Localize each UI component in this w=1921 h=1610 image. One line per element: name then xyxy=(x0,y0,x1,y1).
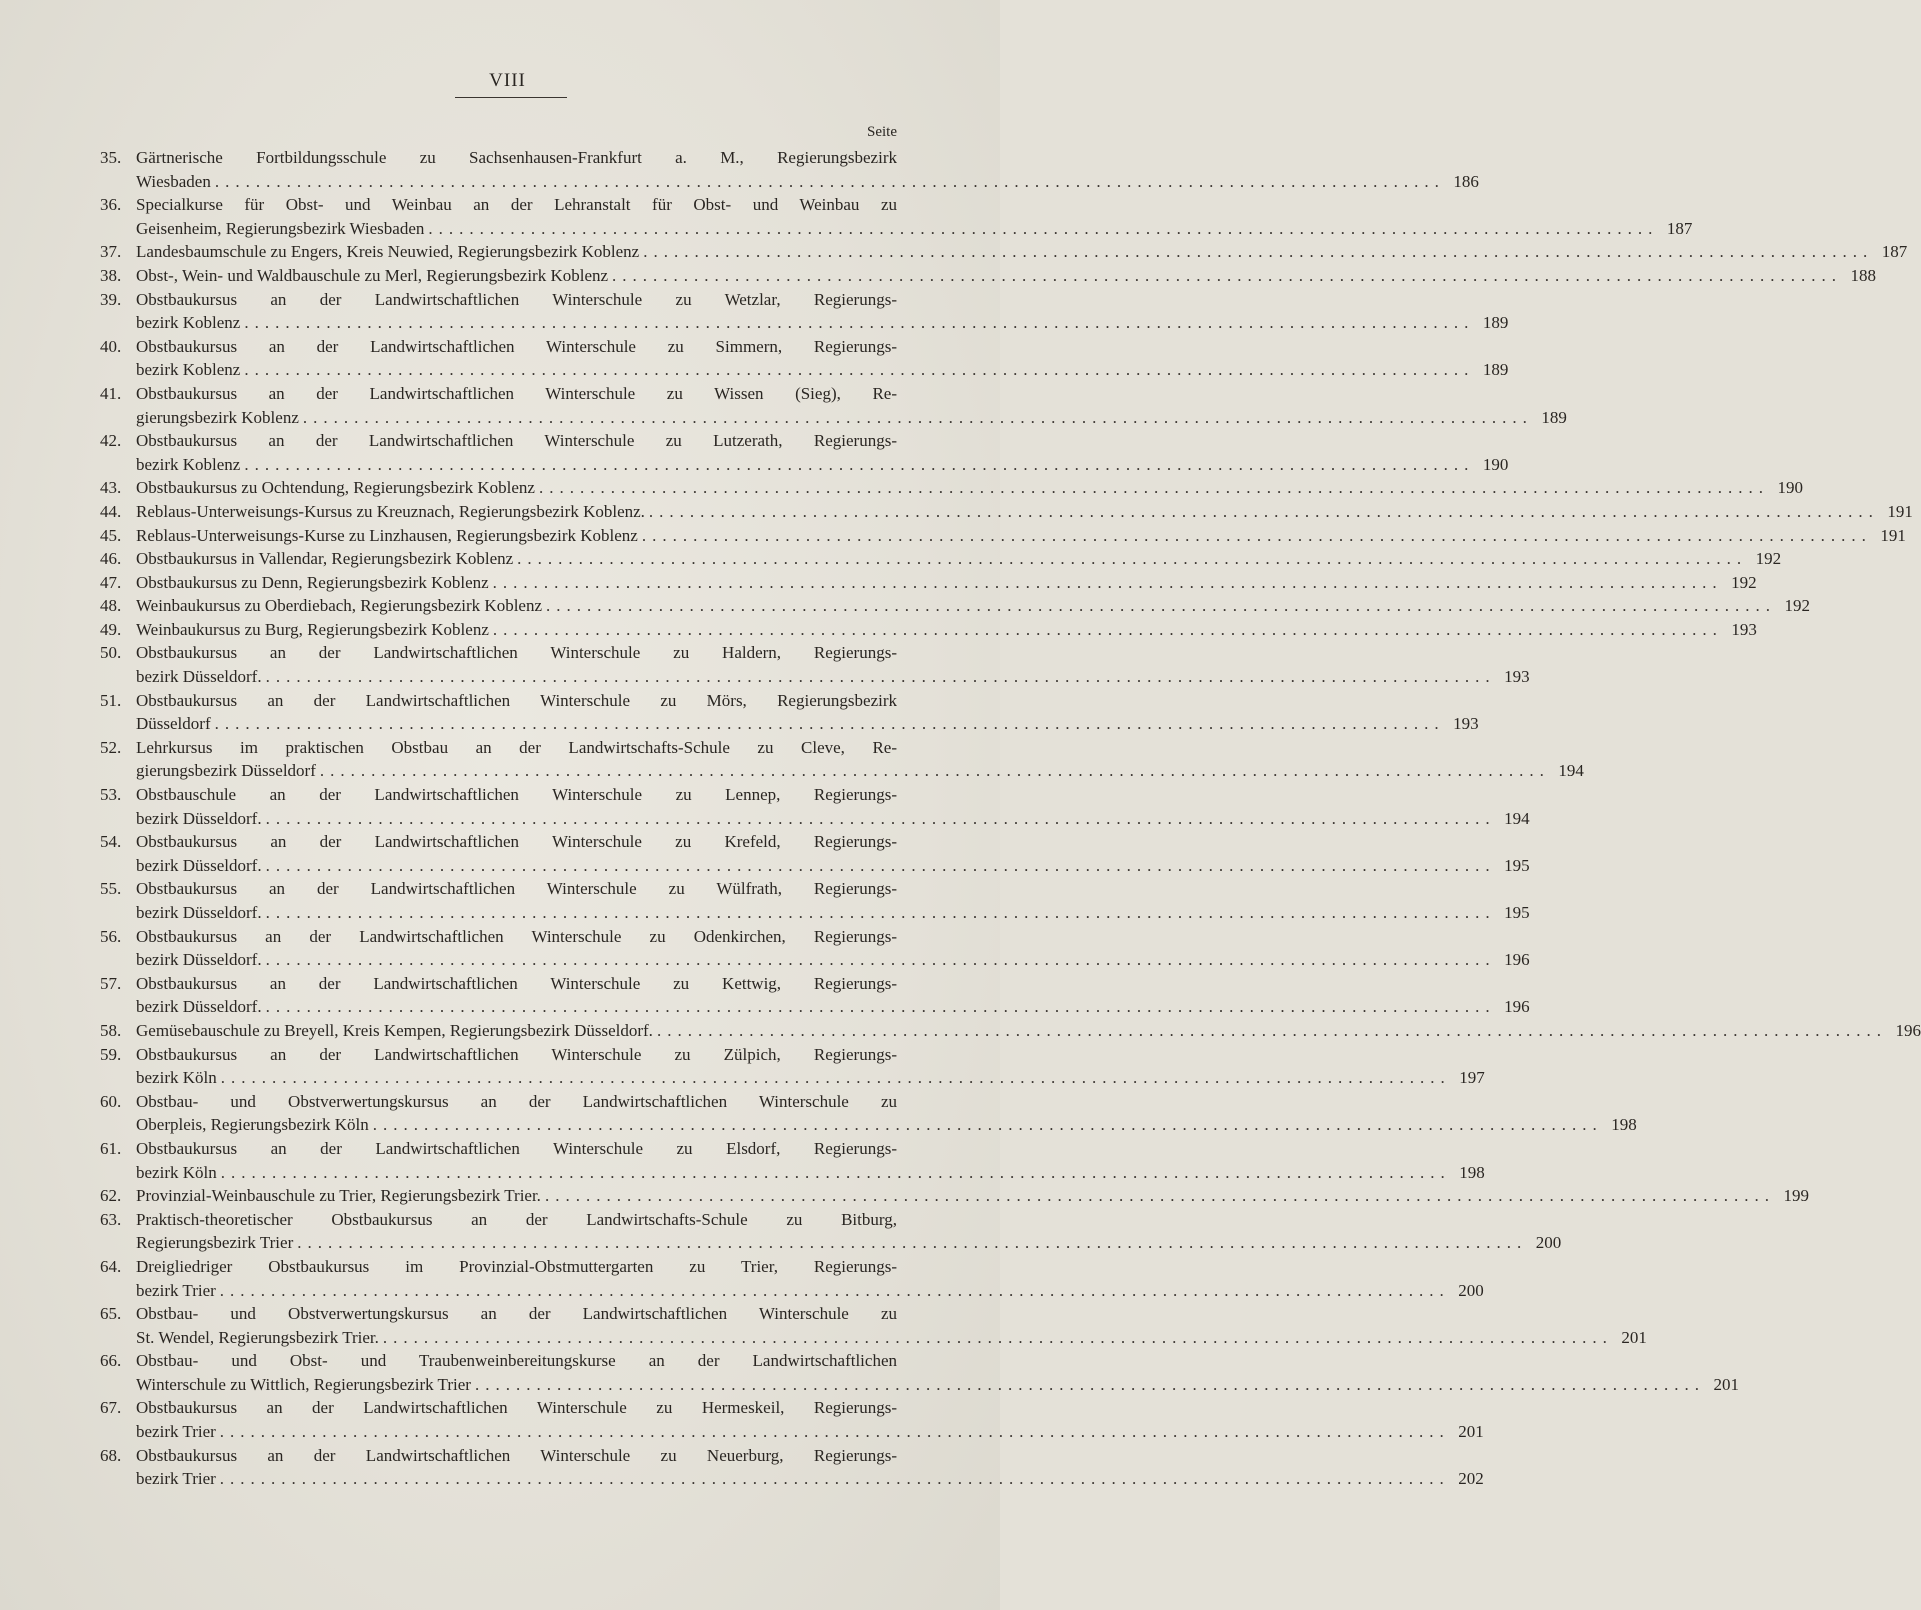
toc-entry xyxy=(100,571,1757,595)
entry-title-line: Reblaus-Unterweisungs-Kurse zu Linzhausen, Regierungsbezirk Koblenz xyxy=(136,525,638,545)
entry-number: 64. xyxy=(100,1256,122,1276)
page-reference: 197 xyxy=(1459,1068,1485,1088)
entry-body xyxy=(136,524,1906,548)
entry-number: 36. xyxy=(100,195,122,215)
entry-title-line: Weinbaukursus zu Oberdiebach, Regierungsbezirk Koblenz xyxy=(136,596,543,616)
toc-entry xyxy=(100,1184,1809,1208)
dot-leader: ........................................................................................................................ xyxy=(302,407,1533,427)
dot-leader: ........................................................................................................................ xyxy=(641,525,1872,545)
entry-number: 62. xyxy=(100,1186,122,1206)
page-reference: 193 xyxy=(1731,619,1757,639)
toc-entry xyxy=(100,1019,1921,1043)
entry-final-line xyxy=(136,1467,1484,1491)
dot-leader: ........................................................................................................................ xyxy=(219,1280,1450,1300)
entry-title-line: bezirk Düsseldorf. xyxy=(136,997,262,1017)
entry-title-line: Obstbaukursus an der Landwirtschaftlichen Winterschule zu Wülfrath, Regierungs- xyxy=(136,879,897,899)
entry-final-line xyxy=(136,524,1906,548)
toc-entry xyxy=(100,594,1811,618)
dot-leader: ........................................................................................................................ xyxy=(474,1374,1705,1394)
entry-title-line: Obst-, Wein- und Waldbauschule zu Merl, Regierungsbezirk Koblenz xyxy=(136,265,609,285)
entry-number: 52. xyxy=(100,737,122,757)
entry-body xyxy=(136,335,1509,382)
entry-body xyxy=(136,1184,1809,1208)
dot-leader: ........................................................................................................................ xyxy=(219,1422,1450,1442)
entry-final-line xyxy=(136,1326,1647,1350)
entry-body xyxy=(136,1444,1484,1491)
entry-title-line: Obstbaukursus an der Landwirtschaftlichen Winterschule zu Wetzlar, Regierungs- xyxy=(136,289,897,309)
entry-body xyxy=(136,972,1530,1019)
entry-number: 67. xyxy=(100,1398,122,1418)
entry-final-line xyxy=(136,618,1757,642)
page-reference: 191 xyxy=(1880,525,1906,545)
entry-final-line xyxy=(136,453,1509,477)
entry-title-line: bezirk Düsseldorf. xyxy=(136,950,262,970)
entry-title-line: Obstbaukursus an der Landwirtschaftlichen Winterschule zu Lutzerath, Regierungs- xyxy=(136,431,897,451)
entry-title-line: Provinzial-Weinbauschule zu Trier, Regierungsbezirk Trier. xyxy=(136,1186,541,1206)
entry-number: 63. xyxy=(100,1209,122,1229)
toc-entry xyxy=(100,547,1782,571)
entry-final-line xyxy=(136,1113,1637,1137)
entry-title-line: Obstbaukursus in Vallendar, Regierungsbezirk Koblenz xyxy=(136,549,514,569)
entry-body xyxy=(136,1302,1647,1349)
page-column-label: Seite xyxy=(867,124,897,140)
entry-title-line: Obstbaukursus an der Landwirtschaftlichen Winterschule zu Krefeld, Regierungs- xyxy=(136,832,897,852)
page-reference: 192 xyxy=(1755,549,1782,569)
dot-leader: ........................................................................................................................ xyxy=(538,478,1769,498)
entry-title-line: bezirk Trier xyxy=(136,1280,216,1300)
dot-leader: ........................................................................................................................ xyxy=(297,1233,1528,1253)
entry-final-line xyxy=(136,500,1913,524)
entry-body xyxy=(136,571,1757,595)
page-reference: 193 xyxy=(1504,667,1530,687)
entry-final-line xyxy=(136,406,1567,430)
toc-entry xyxy=(100,1255,1484,1302)
entry-final-line xyxy=(136,311,1509,335)
page-reference: 202 xyxy=(1458,1469,1484,1489)
dot-leader: ........................................................................................................................ xyxy=(214,714,1445,734)
entry-title-line: Landesbaumschule zu Engers, Kreis Neuwied, Regierungsbezirk Koblenz xyxy=(136,242,640,262)
entry-title-line: bezirk Düsseldorf. xyxy=(136,667,262,687)
entry-title-line: Regierungsbezirk Trier xyxy=(136,1233,294,1253)
page-number: VIII xyxy=(489,70,526,91)
page-reference: 194 xyxy=(1558,761,1584,781)
toc-entry xyxy=(100,925,1530,972)
page-reference: 186 xyxy=(1453,171,1479,191)
entry-final-line xyxy=(136,240,1908,264)
page-reference: 189 xyxy=(1482,360,1509,380)
page-reference: 194 xyxy=(1504,808,1530,828)
entry-final-line xyxy=(136,1420,1484,1444)
entry-final-line xyxy=(136,1066,1485,1090)
page-reference: 199 xyxy=(1783,1186,1809,1206)
entry-final-line xyxy=(136,476,1803,500)
entry-number: 55. xyxy=(100,879,122,899)
entry-body xyxy=(136,1043,1485,1090)
entry-final-line xyxy=(136,170,1479,194)
toc-entry xyxy=(100,1137,1485,1184)
entry-body xyxy=(136,1090,1637,1137)
entry-final-line xyxy=(136,1019,1921,1043)
entry-final-line xyxy=(136,1373,1739,1397)
toc-entry xyxy=(100,689,1479,736)
entry-title-line: Wiesbaden xyxy=(136,171,211,191)
toc-entry xyxy=(100,429,1509,476)
dot-leader: ........................................................................................................................ xyxy=(265,667,1496,687)
dot-leader: ........................................................................................................................ xyxy=(265,903,1496,922)
page-reference: 189 xyxy=(1541,407,1567,427)
toc-entry xyxy=(100,618,1757,642)
entry-number: 68. xyxy=(100,1445,122,1465)
entry-title-line: Obstbaukursus an der Landwirtschaftlichen Winterschule zu Hermeskeil, Regierungs- xyxy=(136,1398,897,1418)
toc-entry xyxy=(100,972,1530,1019)
entry-title-line: Obstbaukursus an der Landwirtschaftlichen Winterschule zu Simmern, Regierungs- xyxy=(136,336,897,356)
entry-title-line: Obstbaukursus an der Landwirtschaftlichen Winterschule zu Kettwig, Regierungs- xyxy=(136,973,897,993)
page-reference: 188 xyxy=(1850,265,1877,285)
entry-title-line: Düsseldorf xyxy=(136,714,211,734)
entry-number: 35. xyxy=(100,148,122,167)
entry-final-line xyxy=(136,571,1757,595)
entry-body xyxy=(136,925,1530,972)
entry-final-line xyxy=(136,948,1530,972)
entry-body xyxy=(136,382,1567,429)
entry-number: 58. xyxy=(100,1020,122,1040)
dot-leader: ........................................................................................................................ xyxy=(612,265,1843,285)
entry-body xyxy=(136,1019,1921,1043)
entry-body xyxy=(136,1396,1484,1443)
entry-number: 40. xyxy=(100,336,122,356)
dot-leader: ........................................................................................................................ xyxy=(648,501,1879,521)
page-reference: 192 xyxy=(1784,596,1811,616)
entry-title-line: Obstbaukursus an der Landwirtschaftlichen Winterschule zu Zülpich, Regierungs- xyxy=(136,1044,897,1064)
toc-entry xyxy=(100,877,1530,924)
entry-title-line: Gärtnerische Fortbildungsschule zu Sachsenhausen-Frankfurt a. M., Regierungsbezirk xyxy=(136,148,897,167)
entry-number: 46. xyxy=(100,549,122,569)
entry-body xyxy=(136,146,1479,193)
entry-final-line xyxy=(136,264,1877,288)
entry-number: 47. xyxy=(100,572,122,592)
entry-number: 50. xyxy=(100,643,122,663)
page-reference: 200 xyxy=(1458,1280,1484,1300)
table-of-contents xyxy=(100,146,1921,1491)
toc-entry xyxy=(100,641,1530,688)
entry-title-line: Obstbaukursus zu Ochtendung, Regierungsbezirk Koblenz xyxy=(136,478,535,498)
entry-title-line: gierungsbezirk Koblenz xyxy=(136,407,299,427)
entry-title-line: bezirk Koblenz xyxy=(136,360,241,380)
entry-title-line: bezirk Koblenz xyxy=(136,313,241,333)
dot-leader: ........................................................................................................................ xyxy=(244,313,1475,333)
page-reference: 195 xyxy=(1504,903,1530,922)
page-reference: 200 xyxy=(1535,1233,1562,1253)
entry-number: 53. xyxy=(100,785,122,805)
entry-number: 42. xyxy=(100,431,122,451)
entry-title-line: bezirk Trier xyxy=(136,1422,216,1442)
entry-number: 44. xyxy=(100,501,122,521)
entry-final-line xyxy=(136,901,1530,925)
entry-body xyxy=(136,500,1913,524)
dot-leader: ........................................................................................................................ xyxy=(265,808,1496,828)
dot-leader: ........................................................................................................................ xyxy=(492,619,1723,639)
entry-final-line xyxy=(136,217,1693,241)
page-reference: 187 xyxy=(1666,218,1693,238)
entry-title-line: gierungsbezirk Düsseldorf xyxy=(136,761,316,781)
entry-title-line: bezirk Trier xyxy=(136,1469,216,1489)
toc-entry xyxy=(100,783,1530,830)
entry-number: 39. xyxy=(100,289,122,309)
dot-leader: ........................................................................................................................ xyxy=(656,1020,1887,1040)
entry-title-line: Obstbau- und Obstverwertungskursus an der Landwirtschaftlichen Winterschule zu xyxy=(136,1304,897,1324)
entry-body xyxy=(136,264,1877,288)
entry-title-line: Obstbaukursus an der Landwirtschaftlichen Winterschule zu Neuerburg, Regierungs- xyxy=(136,1445,897,1465)
toc-entry xyxy=(100,288,1509,335)
dot-leader: ........................................................................................................................ xyxy=(220,1162,1451,1182)
entry-body xyxy=(136,736,1584,783)
entry-number: 57. xyxy=(100,973,122,993)
entry-number: 38. xyxy=(100,265,122,285)
entry-number: 49. xyxy=(100,619,122,639)
entry-number: 65. xyxy=(100,1304,122,1324)
page-reference: 195 xyxy=(1504,855,1530,875)
entry-title-line: Obstbaukursus an der Landwirtschaftlichen Winterschule zu Haldern, Regierungs- xyxy=(136,643,897,663)
dot-leader: ........................................................................................................................ xyxy=(220,1068,1451,1088)
entry-final-line xyxy=(136,995,1530,1019)
entry-title-line: Specialkurse für Obst- und Weinbau an der Lehranstalt für Obst- und Weinbau zu xyxy=(136,195,897,215)
entry-title-line: bezirk Köln xyxy=(136,1162,217,1182)
toc-entry xyxy=(100,1043,1485,1090)
dot-leader: ........................................................................................................................ xyxy=(244,454,1475,474)
page-reference: 193 xyxy=(1453,714,1479,734)
entry-title-line: Geisenheim, Regierungsbezirk Wiesbaden xyxy=(136,218,425,238)
entry-title-line: Obstbaukursus an der Landwirtschaftlichen Winterschule zu Wissen (Sieg), Re- xyxy=(136,383,897,403)
entry-title-line: Obstbaukursus zu Denn, Regierungsbezirk Koblenz xyxy=(136,572,489,592)
page-reference: 189 xyxy=(1482,313,1509,333)
page-reference: 190 xyxy=(1482,454,1509,474)
toc-entry xyxy=(100,1396,1484,1443)
dot-leader: ........................................................................................................................ xyxy=(546,596,1777,616)
page-reference: 201 xyxy=(1621,1327,1647,1347)
entry-title-line: Lehrkursus im praktischen Obstbau an der Landwirtschafts-Schule zu Cleve, Re- xyxy=(136,737,897,757)
entry-title-line: Obstbau- und Obst- und Traubenweinbereitungskurse an der Landwirtschaftlichen xyxy=(136,1351,897,1371)
page-reference: 198 xyxy=(1459,1162,1485,1182)
entry-title-line: Praktisch-theoretischer Obstbaukursus an der Landwirtschafts-Schule zu Bitburg, xyxy=(136,1209,897,1229)
entry-body xyxy=(136,877,1530,924)
dot-leader: ........................................................................................................................ xyxy=(319,761,1550,781)
entry-title-line: Oberpleis, Regierungsbezirk Köln xyxy=(136,1115,369,1135)
entry-number: 61. xyxy=(100,1138,122,1158)
toc-entry xyxy=(100,1302,1647,1349)
entry-title-line: Gemüsebauschule zu Breyell, Kreis Kempen, Regierungsbezirk Düsseldorf. xyxy=(136,1020,653,1040)
header-rule xyxy=(455,97,567,98)
entry-title-line: bezirk Düsseldorf. xyxy=(136,808,262,828)
entry-number: 51. xyxy=(100,690,122,710)
entry-title-line: Dreigliedriger Obstbaukursus im Provinzial-Obstmuttergarten zu Trier, Regierungs- xyxy=(136,1256,897,1276)
dot-leader: ........................................................................................................................ xyxy=(382,1327,1613,1347)
entry-title-line: Obstbaukursus an der Landwirtschaftlichen Winterschule zu Mörs, Regierungsbezirk xyxy=(136,690,897,710)
entry-number: 60. xyxy=(100,1091,122,1111)
toc-entry xyxy=(100,524,1906,548)
page-reference: 187 xyxy=(1881,242,1908,262)
page-reference: 201 xyxy=(1713,1374,1739,1394)
entry-title-line: bezirk Düsseldorf. xyxy=(136,855,262,875)
entry-body xyxy=(136,783,1530,830)
dot-leader: ........................................................................................................................ xyxy=(214,171,1445,191)
entry-body xyxy=(136,288,1509,335)
page-reference: 198 xyxy=(1611,1115,1637,1135)
entry-final-line xyxy=(136,854,1530,878)
toc-entry xyxy=(100,382,1567,429)
entry-title-line: Obstbauschule an der Landwirtschaftlichen Winterschule zu Lennep, Regierungs- xyxy=(136,785,897,805)
entry-title-line: Winterschule zu Wittlich, Regierungsbezirk Trier xyxy=(136,1374,471,1394)
page-reference: 196 xyxy=(1895,1020,1921,1040)
page-reference: 192 xyxy=(1731,572,1757,592)
entry-final-line xyxy=(136,712,1479,736)
entry-number: 54. xyxy=(100,832,122,852)
dot-leader: ........................................................................................................................ xyxy=(492,572,1723,592)
toc-entry xyxy=(100,240,1908,264)
entry-final-line xyxy=(136,547,1782,571)
toc-entry xyxy=(100,264,1877,288)
entry-body xyxy=(136,1208,1562,1255)
entry-final-line xyxy=(136,358,1509,382)
dot-leader: ........................................................................................................................ xyxy=(265,855,1496,875)
toc-entry xyxy=(100,500,1913,524)
entry-final-line xyxy=(136,1279,1484,1303)
entry-title-line: Weinbaukursus zu Burg, Regierungsbezirk Koblenz xyxy=(136,619,489,639)
toc-entry xyxy=(100,1444,1484,1491)
entry-number: 66. xyxy=(100,1351,122,1371)
entry-body xyxy=(136,1349,1739,1396)
toc-entry xyxy=(100,146,1479,193)
entry-body xyxy=(136,240,1908,264)
dot-leader: ........................................................................................................................ xyxy=(428,218,1659,238)
dot-leader: ........................................................................................................................ xyxy=(265,997,1496,1017)
entry-number: 45. xyxy=(100,525,122,545)
entry-final-line xyxy=(136,1184,1809,1208)
toc-entry xyxy=(100,1349,1739,1396)
entry-body xyxy=(136,429,1509,476)
dot-leader: ........................................................................................................................ xyxy=(244,360,1475,380)
entry-title-line: Obstbau- und Obstverwertungskursus an der Landwirtschaftlichen Winterschule zu xyxy=(136,1091,897,1111)
toc-entry xyxy=(100,736,1584,783)
dot-leader: ........................................................................................................................ xyxy=(643,242,1874,262)
entry-body xyxy=(136,689,1479,736)
page-reference: 196 xyxy=(1504,950,1530,970)
entry-body xyxy=(136,830,1530,877)
entry-body xyxy=(136,1137,1485,1184)
entry-body xyxy=(136,476,1803,500)
toc-entry xyxy=(100,193,1693,240)
entry-body xyxy=(136,618,1757,642)
entry-body xyxy=(136,193,1693,240)
entry-title-line: Reblaus-Unterweisungs-Kursus zu Kreuznach, Regierungsbezirk Koblenz. xyxy=(136,501,645,521)
entry-body xyxy=(136,641,1530,688)
toc-entry xyxy=(100,1208,1562,1255)
entry-title-line: St. Wendel, Regierungsbezirk Trier. xyxy=(136,1327,379,1347)
entry-final-line xyxy=(136,665,1530,689)
dot-leader: ........................................................................................................................ xyxy=(372,1115,1603,1135)
entry-number: 41. xyxy=(100,383,122,403)
entry-number: 59. xyxy=(100,1044,122,1064)
entry-final-line xyxy=(136,807,1530,831)
entry-number: 37. xyxy=(100,242,122,262)
entry-title-line: bezirk Köln xyxy=(136,1068,217,1088)
dot-leader: ........................................................................................................................ xyxy=(219,1469,1450,1489)
toc-entry xyxy=(100,830,1530,877)
entry-number: 43. xyxy=(100,478,122,498)
entry-title-line: bezirk Koblenz xyxy=(136,454,241,474)
entry-final-line xyxy=(136,1231,1562,1255)
entry-number: 56. xyxy=(100,926,122,946)
entry-final-line xyxy=(136,759,1584,783)
dot-leader: ........................................................................................................................ xyxy=(517,549,1748,569)
dot-leader: ........................................................................................................................ xyxy=(544,1186,1775,1206)
entry-final-line xyxy=(136,594,1811,618)
dot-leader: ........................................................................................................................ xyxy=(265,950,1496,970)
entry-body xyxy=(136,1255,1484,1302)
page-reference: 191 xyxy=(1887,501,1913,521)
entry-body xyxy=(136,594,1811,618)
page-reference: 201 xyxy=(1458,1422,1484,1442)
entry-number: 48. xyxy=(100,596,122,616)
page-reference: 190 xyxy=(1777,478,1803,498)
entry-body xyxy=(136,547,1782,571)
entry-title-line: Obstbaukursus an der Landwirtschaftlichen Winterschule zu Elsdorf, Regierungs- xyxy=(136,1138,897,1158)
toc-entry xyxy=(100,335,1509,382)
entry-final-line xyxy=(136,1161,1485,1185)
entry-title-line: Obstbaukursus an der Landwirtschaftlichen Winterschule zu Odenkirchen, Regierungs- xyxy=(136,926,897,946)
entry-title-line: bezirk Düsseldorf. xyxy=(136,903,262,922)
page-reference: 196 xyxy=(1504,997,1530,1017)
toc-entry xyxy=(100,476,1803,500)
toc-entry xyxy=(100,1090,1637,1137)
